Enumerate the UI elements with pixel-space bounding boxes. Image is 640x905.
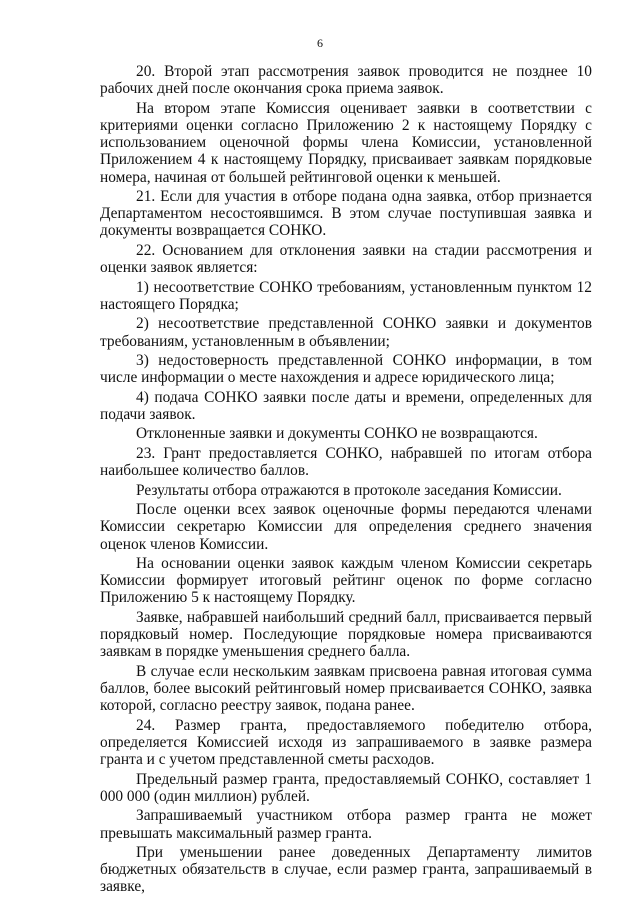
paragraph-20-evaluation: На втором этапе Комиссия оценивает заявки в соответствии с критериями оценки согласно Приложению 2 к настоящему Порядку с использованием оценочной формы члена Комиссии, установленной Приложением 4 к настоящему Порядку, присваивает заявкам порядковые номера, начиная от большей рейтинговой оценки к меньшей.	[100, 99, 592, 186]
paragraph-grant-max: Запрашиваемый участником отбора размер гранта не может превышать максимальный размер гранта.	[100, 807, 592, 842]
paragraph-22: 22. Основанием для отклонения заявки на стадии рассмотрения и оценки заявок является:	[100, 241, 592, 277]
paragraph-21: 21. Если для участия в отборе подана одна заявка, отбор признается Департаментом несостоявшимся. В этом случае поступившая заявка и документы возвращается СОНКО.	[100, 188, 592, 240]
paragraph-evaluation-forms: После оценки всех заявок оценочные формы передаются членами Комиссии секретарю Комиссии для определения среднего значения оценок членов Комиссии.	[100, 501, 592, 553]
list-item-4: 4) подача СОНКО заявки после даты и времени, определенных для подачи заявок.	[100, 388, 592, 423]
paragraph-24: 24. Размер гранта, предоставляемого победителю отбора, определяется Комиссией исходя из запрашиваемого в заявке размера гранта и с учетом представленной сметы расходов.	[100, 716, 592, 769]
list-item-1: 1) несоответствие СОНКО требованиям, установленным пунктом 12 настоящего Порядка;	[100, 278, 592, 313]
paragraph-final-rating: На основании оценки заявок каждым членом Комиссии секретарь Комиссии формирует итоговый рейтинг оценок по форме согласно Приложению 5 к настоящему Порядку.	[100, 555, 592, 607]
paragraph-results-protocol: Результаты отбора отражаются в протоколе заседания Комиссии.	[136, 481, 562, 499]
paragraph-equal-scores: В случае если нескольким заявкам присвоена равная итоговая сумма баллов, более высокий рейтинговый номер присваивается СОНКО, заявка которой, согласно реестру заявок, подана ранее.	[100, 662, 592, 715]
page-number: 6	[317, 36, 323, 50]
paragraph-ranking-order: Заявке, набравшей наибольший средний балл, присваивается первый порядковый номер. Последующие порядковые номера присваиваются заявкам в порядке уменьшения среднего балла.	[100, 608, 592, 661]
list-item-3: 3) недостоверность представленной СОНКО информации, в том числе информации о месте нахождения и адресе юридического лица;	[100, 352, 592, 387]
document-body	[100, 63, 592, 898]
paragraph-budget-reduction: При уменьшении ранее доведенных Департаменту лимитов бюджетных обязательств в случае, если размер гранта, запрашиваемый в заявке,	[100, 844, 592, 896]
paragraph-23: 23. Грант предоставляется СОНКО, набравшей по итогам отбора наибольшее количество баллов.	[100, 444, 592, 480]
paragraph-rejected-documents: Отклоненные заявки и документы СОНКО не возвращаются.	[136, 425, 538, 443]
paragraph-grant-limit: Предельный размер гранта, предоставляемый СОНКО, составляет 1 000 000 (один миллион) рублей.	[100, 770, 592, 805]
list-item-2: 2) несоответствие представленной СОНКО заявки и документов требованиям, установленным в объявлении;	[100, 315, 592, 350]
paragraph-20: 20. Второй этап рассмотрения заявок проводится не позднее 10 рабочих дней после окончания срока приема заявок.	[100, 63, 592, 98]
